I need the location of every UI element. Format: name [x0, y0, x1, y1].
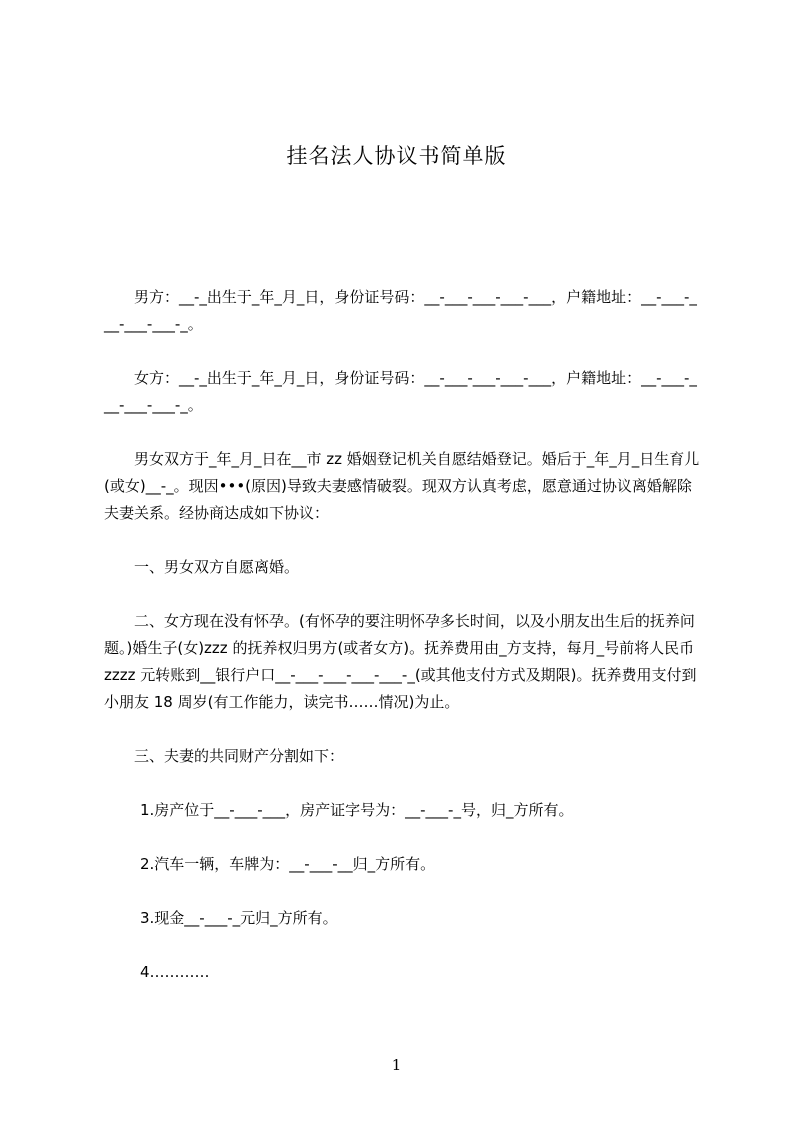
sub-item-1: 1.房产位于__-___-___，房产证字号为：__-___-_号，归_方所有。 [140, 801, 574, 819]
sub-item-2: 2.汽车一辆，车牌为：__-___-__归_方所有。 [140, 855, 436, 873]
paragraph-intro: 男女双方于_年_月_日在__市 zz 婚姻登记机关自愿结婚登记。婚后于_年_月_日生育儿(或女)__-_。现因•••(原因)导致夫妻感情破裂。现双方认真考虑，愿意通过协议离婚解除夫妻关系。经协商达成如下协议： [104, 450, 700, 522]
clause-2: 二、女方现在没有怀孕。(有怀孕的要注明怀孕多长时间，以及小朋友出生后的抚养问题。)婚生子(女)zzz 的抚养权归男方(或者女方)。抚养费用由_方支持，每月_号前将人民币 zzzz 元转账到__银行户口__-___-___-___-___-_(或其他支付方式及期限)。抚养费用支付到小朋友 18 周岁(有工作能力，读完书……情况)为止。 [104, 612, 697, 711]
clause-1: 一、男女双方自愿离婚。 [134, 558, 300, 576]
document-body [104, 284, 702, 1013]
clause-3: 三、夫妻的共同财产分割如下： [134, 747, 345, 765]
document-title: 挂名法人协议书简单版 [286, 144, 507, 168]
sub-item-3: 3.现金__-___-_元归_方所有。 [140, 909, 338, 927]
paragraph-female-party: 女方：__-_出生于_年_月_日，身份证号码：__-___-___-___-___，户籍地址：__-___-___-___-___-_。 [104, 369, 697, 414]
paragraph-male-party: 男方：__-_出生于_年_月_日，身份证号码：__-___-___-___-___，户籍地址：__-___-___-___-___-_。 [104, 288, 697, 333]
sub-item-4: 4………… [140, 963, 210, 981]
page-number: 1 [391, 1056, 402, 1074]
